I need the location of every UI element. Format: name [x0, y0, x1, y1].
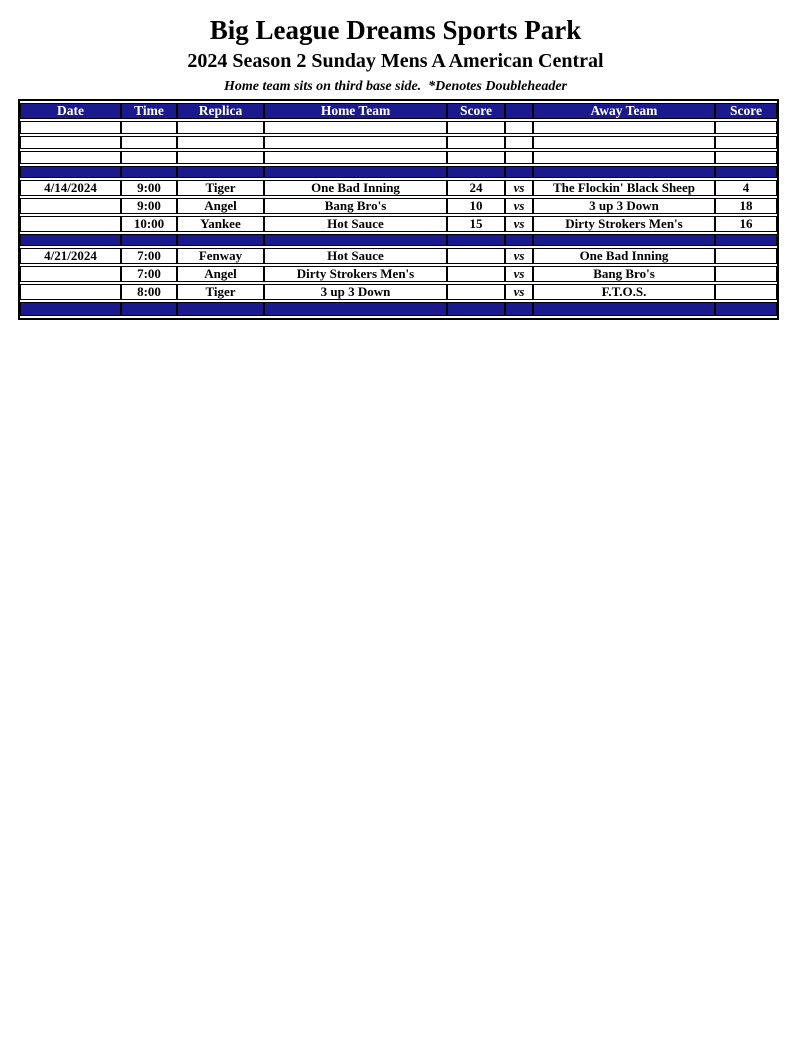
- separator-cell: [177, 166, 264, 178]
- home-team-cell: Bang Bro's: [264, 198, 447, 214]
- time-cell: 10:00: [121, 216, 177, 232]
- separator-cell: [533, 302, 715, 316]
- empty-cell: [447, 136, 505, 149]
- home-team-cell: 3 up 3 Down: [264, 284, 447, 300]
- separator-cell: [264, 302, 447, 316]
- separator-cell: [121, 234, 177, 246]
- time-cell: 7:00: [121, 266, 177, 282]
- col-header-vs-spacer: [505, 103, 533, 119]
- separator-cell: [20, 302, 121, 316]
- home-score-cell: [447, 284, 505, 300]
- home-score-cell: [447, 248, 505, 264]
- game-row: [20, 216, 777, 232]
- schedule-page: [0, 15, 791, 320]
- separator-cell: [505, 166, 533, 178]
- replica-cell: Angel: [177, 198, 264, 214]
- game-row: [20, 180, 777, 196]
- away-team-cell: F.T.O.S.: [533, 284, 715, 300]
- away-score-cell: [715, 266, 777, 282]
- separator-cell: [533, 234, 715, 246]
- separator-cell: [264, 234, 447, 246]
- empty-row: [20, 136, 777, 149]
- empty-cell: [533, 136, 715, 149]
- date-cell: [20, 198, 121, 214]
- page-title: Big League Dreams Sports Park: [209, 15, 582, 45]
- empty-cell: [177, 151, 264, 164]
- game-row: [20, 284, 777, 300]
- empty-cell: [20, 136, 121, 149]
- vs-cell: vs: [505, 284, 533, 300]
- schedule-table: [18, 99, 779, 320]
- col-header-away-score: Score: [715, 103, 777, 119]
- separator-cell: [121, 302, 177, 316]
- col-header-away-team: Away Team: [533, 103, 715, 119]
- time-cell: 9:00: [121, 198, 177, 214]
- separator-cell: [533, 166, 715, 178]
- replica-cell: Tiger: [177, 284, 264, 300]
- col-header-date: Date: [20, 103, 121, 119]
- empty-cell: [121, 121, 177, 134]
- table-header-row: [20, 103, 777, 119]
- empty-cell: [20, 121, 121, 134]
- game-row: [20, 266, 777, 282]
- away-team-cell: One Bad Inning: [533, 248, 715, 264]
- separator-cell: [121, 166, 177, 178]
- empty-cell: [447, 151, 505, 164]
- away-team-cell: 3 up 3 Down: [533, 198, 715, 214]
- empty-cell: [177, 121, 264, 134]
- replica-cell: Yankee: [177, 216, 264, 232]
- separator-row: [20, 302, 777, 316]
- empty-cell: [264, 136, 447, 149]
- empty-cell: [715, 151, 777, 164]
- separator-cell: [715, 234, 777, 246]
- col-header-home-team: Home Team: [264, 103, 447, 119]
- away-score-cell: 4: [715, 180, 777, 196]
- vs-cell: vs: [505, 216, 533, 232]
- away-team-cell: The Flockin' Black Sheep: [533, 180, 715, 196]
- separator-cell: [715, 302, 777, 316]
- home-score-cell: [447, 266, 505, 282]
- col-header-home-score: Score: [447, 103, 505, 119]
- date-cell: 4/21/2024: [20, 248, 121, 264]
- home-score-cell: 24: [447, 180, 505, 196]
- away-score-cell: [715, 248, 777, 264]
- date-cell: [20, 216, 121, 232]
- home-team-cell: Hot Sauce: [264, 248, 447, 264]
- empty-cell: [447, 121, 505, 134]
- vs-cell: vs: [505, 198, 533, 214]
- separator-cell: [447, 234, 505, 246]
- empty-cell: [533, 121, 715, 134]
- empty-row: [20, 151, 777, 164]
- empty-cell: [121, 151, 177, 164]
- separator-cell: [177, 302, 264, 316]
- empty-cell: [177, 136, 264, 149]
- replica-cell: Fenway: [177, 248, 264, 264]
- away-team-cell: Bang Bro's: [533, 266, 715, 282]
- separator-row: [20, 234, 777, 246]
- home-team-cell: Dirty Strokers Men's: [264, 266, 447, 282]
- time-cell: 7:00: [121, 248, 177, 264]
- game-row: [20, 248, 777, 264]
- page-subtitle: 2024 Season 2 Sunday Mens A American Central: [187, 50, 604, 72]
- page-note: Home team sits on third base side. *Denotes Doubleheader: [224, 79, 567, 94]
- home-team-cell: One Bad Inning: [264, 180, 447, 196]
- empty-cell: [264, 121, 447, 134]
- separator-cell: [177, 234, 264, 246]
- col-header-time: Time: [121, 103, 177, 119]
- vs-cell: vs: [505, 180, 533, 196]
- separator-cell: [20, 234, 121, 246]
- date-cell: [20, 284, 121, 300]
- empty-row: [20, 121, 777, 134]
- empty-cell: [715, 136, 777, 149]
- separator-cell: [715, 166, 777, 178]
- time-cell: 8:00: [121, 284, 177, 300]
- date-cell: 4/14/2024: [20, 180, 121, 196]
- game-row: [20, 198, 777, 214]
- vs-cell: vs: [505, 266, 533, 282]
- date-cell: [20, 266, 121, 282]
- empty-cell: [533, 151, 715, 164]
- separator-row: [20, 166, 777, 178]
- away-team-cell: Dirty Strokers Men's: [533, 216, 715, 232]
- home-score-cell: 10: [447, 198, 505, 214]
- away-score-cell: 16: [715, 216, 777, 232]
- away-score-cell: [715, 284, 777, 300]
- separator-cell: [447, 302, 505, 316]
- empty-cell: [264, 151, 447, 164]
- separator-cell: [447, 166, 505, 178]
- empty-cell: [715, 121, 777, 134]
- separator-cell: [20, 166, 121, 178]
- empty-cell: [505, 121, 533, 134]
- empty-cell: [20, 151, 121, 164]
- separator-cell: [505, 234, 533, 246]
- away-score-cell: 18: [715, 198, 777, 214]
- empty-cell: [505, 151, 533, 164]
- empty-cell: [121, 136, 177, 149]
- home-team-cell: Hot Sauce: [264, 216, 447, 232]
- home-score-cell: 15: [447, 216, 505, 232]
- separator-cell: [264, 166, 447, 178]
- replica-cell: Angel: [177, 266, 264, 282]
- empty-cell: [505, 136, 533, 149]
- replica-cell: Tiger: [177, 180, 264, 196]
- separator-cell: [505, 302, 533, 316]
- col-header-replica: Replica: [177, 103, 264, 119]
- vs-cell: vs: [505, 248, 533, 264]
- time-cell: 9:00: [121, 180, 177, 196]
